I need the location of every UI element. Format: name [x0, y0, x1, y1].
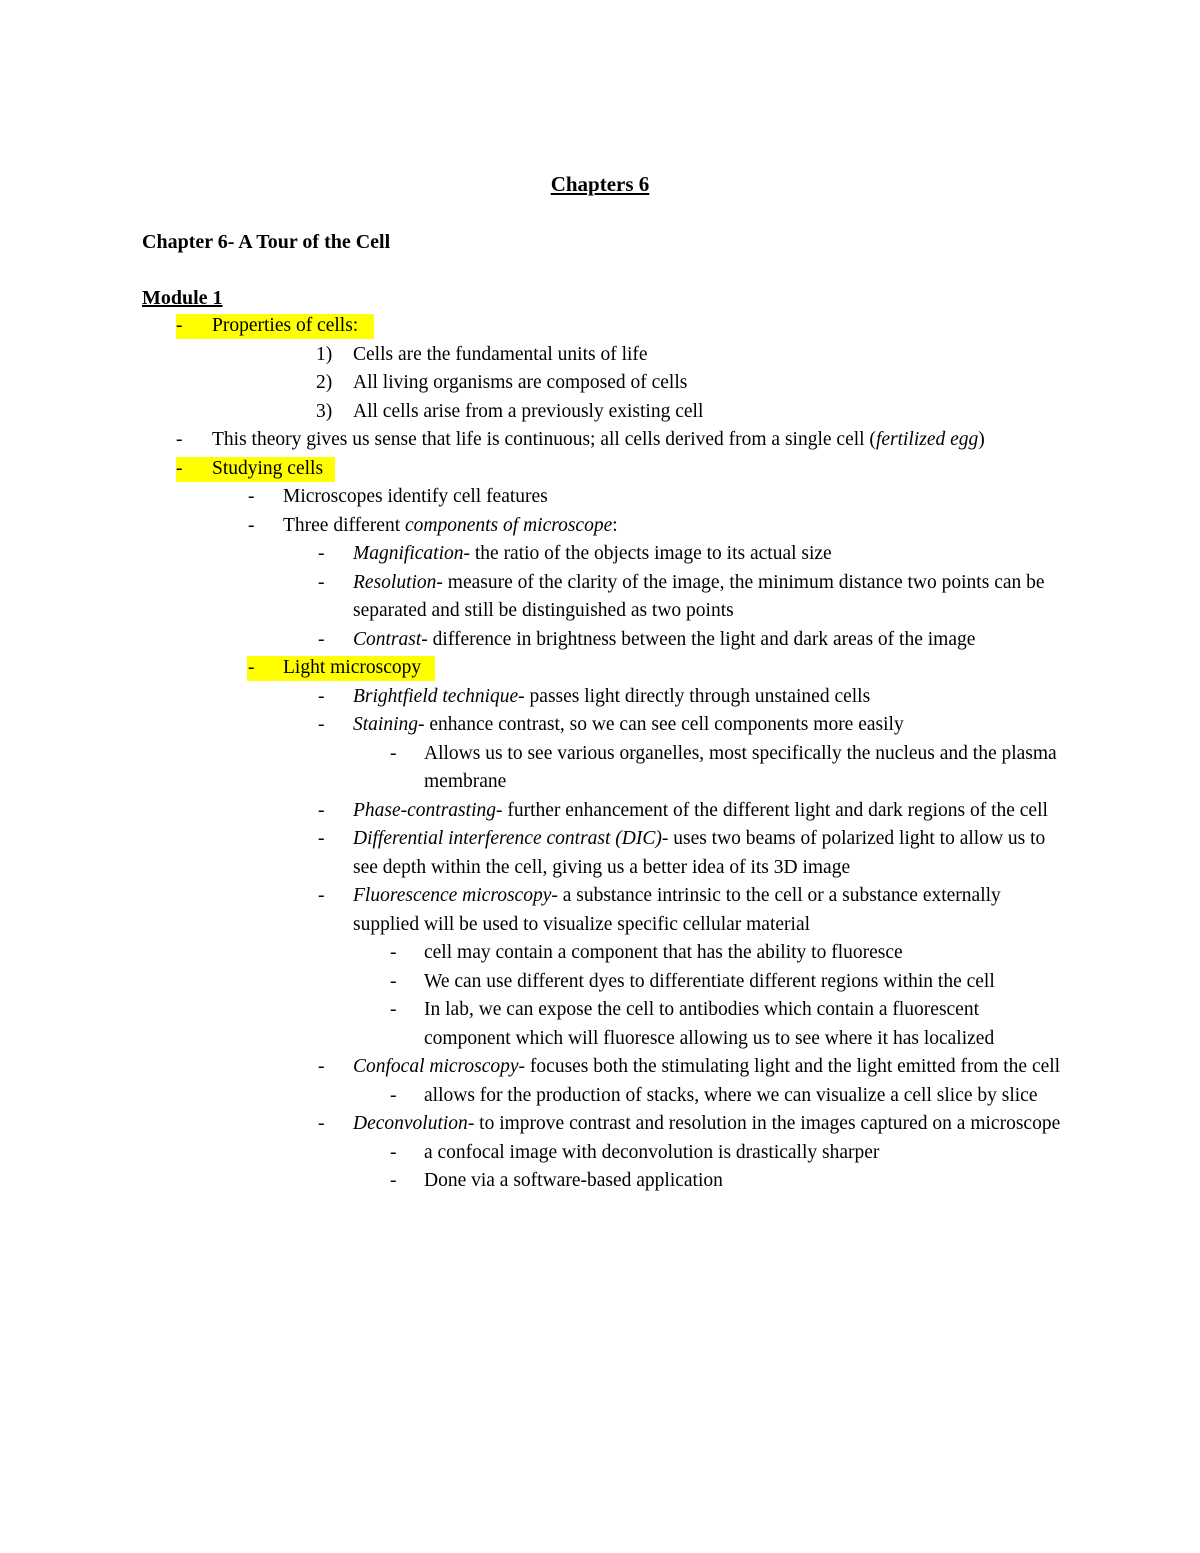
bullet-marker: 1) — [316, 343, 333, 365]
bullet-marker: - — [318, 685, 325, 707]
outline-item — [0, 683, 1200, 712]
bullet-marker: - — [390, 742, 397, 764]
item-text: All cells arise from a previously existing cell — [353, 400, 704, 422]
item-text: - further enhancement of the different light and dark regions of the cell — [495, 799, 1048, 821]
page-title-text: Chapters 6 — [550, 172, 650, 196]
item-text: cell may contain a component that has the ability to fluoresce — [424, 942, 903, 963]
bullet-marker: - — [176, 315, 183, 336]
italic-phrase: fertilized egg — [875, 429, 979, 450]
term: Deconvolution — [353, 1113, 468, 1134]
bullet-marker: - — [318, 885, 325, 906]
outline-item-text — [283, 512, 1063, 541]
outline-item — [0, 882, 1200, 939]
outline-item-text — [353, 1053, 1065, 1082]
item-text: We can use different dyes to differentiate different regions within the cell — [424, 970, 995, 992]
item-text: In lab, we can expose the cell to antibodies which contain a fluorescent component which will fluoresce allowing us to see where it has localized — [424, 999, 995, 1049]
term: Contrast — [353, 628, 422, 650]
italic-phrase: components of microscope — [405, 514, 613, 536]
outline-item — [0, 540, 1200, 569]
item-text: - the ratio of the objects image to its actual size — [463, 543, 832, 564]
bullet-marker: - — [318, 543, 325, 564]
bullet-marker: - — [318, 828, 325, 849]
outline-item-text — [353, 825, 1065, 882]
bullet-marker: - — [248, 514, 255, 536]
outline-item-text — [424, 740, 1064, 797]
item-text: - to improve contrast and resolution in the images captured on a microscope — [467, 1113, 1061, 1134]
item-text: a confocal image with deconvolution is drastically sharper — [424, 1141, 880, 1163]
bullet-marker: - — [318, 799, 325, 821]
item-text: - focuses both the stimulating light and the light emitted from the cell — [518, 1056, 1061, 1077]
outline-item — [0, 740, 1200, 797]
bullet-marker: - — [390, 942, 397, 963]
term: Magnification — [353, 543, 464, 564]
outline-item — [0, 569, 1200, 626]
outline-item — [0, 341, 1200, 370]
item-text: - enhance contrast, so we can see cell components more easily — [418, 714, 904, 735]
bullet-marker: - — [390, 970, 397, 992]
outline-item — [0, 797, 1200, 826]
item-text: All living organisms are composed of cells — [353, 372, 688, 393]
item-text: Cells are the fundamental units of life — [353, 343, 648, 365]
page-title — [0, 170, 1200, 198]
outline-item — [0, 1139, 1200, 1168]
outline-item — [0, 483, 1200, 512]
bullet-marker: - — [318, 1056, 325, 1077]
outline-item — [0, 968, 1200, 997]
outline-item — [0, 512, 1200, 541]
term: Staining — [353, 714, 419, 735]
item-text: This theory gives us sense that life is continuous; all cells derived from a single cell ( — [212, 429, 876, 450]
outline-item-text — [424, 968, 1064, 997]
bullet-marker: 2) — [316, 372, 333, 393]
outline-item-text — [212, 455, 1062, 484]
bullet-marker: - — [390, 1084, 397, 1106]
item-text: - difference in brightness between the light and dark areas of the image — [421, 628, 976, 650]
term: Phase-contrasting — [353, 799, 496, 821]
outline-item-text — [212, 426, 1062, 455]
bullet-marker: - — [390, 999, 397, 1020]
outline-item — [0, 426, 1200, 455]
outline-item — [0, 711, 1200, 740]
outline-item — [0, 1167, 1200, 1196]
outline-item-text — [424, 1082, 1064, 1111]
outline-item-text — [353, 1110, 1065, 1139]
outline-item — [0, 996, 1200, 1053]
outline-item-text — [353, 711, 1065, 740]
item-text: Three different — [283, 514, 405, 536]
outline-item-text — [353, 369, 1200, 398]
outline-item — [0, 312, 1200, 341]
bullet-marker: - — [318, 571, 325, 593]
bullet-marker: - — [176, 457, 183, 479]
outline-item — [0, 825, 1200, 882]
outline-item — [0, 398, 1200, 427]
bullet-marker: - — [318, 628, 325, 650]
bullet-marker: - — [390, 1170, 397, 1191]
outline-item-text — [353, 398, 1200, 427]
bullet-marker: - — [248, 657, 255, 678]
term: Fluorescence microscopy — [353, 885, 552, 906]
outline-item-text — [353, 540, 1065, 569]
item-text: - uses two beams of polarized light to allow us to see depth within the cell, giving us a better idea of its 3D image — [353, 828, 1046, 878]
outline-item-text — [353, 626, 1065, 655]
item-text: Allows us to see various organelles, most specifically the nucleus and the plasma membrane — [424, 742, 1057, 792]
item-text: Properties of cells: — [212, 315, 359, 336]
outline-item-text — [283, 654, 1063, 683]
bullet-marker: - — [318, 1113, 325, 1134]
item-text-suffix: : — [612, 514, 618, 536]
outline-item-text — [353, 341, 1200, 370]
outline-item-text — [424, 1139, 1064, 1168]
outline-item-text — [353, 683, 1065, 712]
term: Resolution — [353, 571, 437, 593]
outline-item-text — [424, 939, 1064, 968]
module-heading: Module 1 — [142, 287, 223, 309]
chapter-heading: Chapter 6- A Tour of the Cell — [142, 231, 391, 253]
term: Differential interference contrast (DIC) — [353, 828, 662, 849]
item-text-suffix: ) — [978, 429, 985, 450]
outline-item-text — [353, 797, 1065, 826]
outline-item — [0, 654, 1200, 683]
outline-item — [0, 1110, 1200, 1139]
term: Confocal microscopy — [353, 1056, 519, 1077]
bullet-marker: - — [390, 1141, 397, 1163]
item-text: - measure of the clarity of the image, the minimum distance two points can be separated and still be distinguished as two points — [353, 571, 1045, 621]
item-text: - passes light directly through unstained cells — [518, 685, 871, 707]
item-text: Light microscopy — [283, 657, 422, 678]
notes-list — [0, 312, 1200, 1196]
outline-item-text — [212, 312, 1062, 341]
item-text: Done via a software-based application — [424, 1170, 723, 1191]
bullet-marker: - — [176, 429, 183, 450]
outline-item — [0, 626, 1200, 655]
outline-item-text — [283, 483, 1063, 512]
bullet-marker: 3) — [316, 400, 333, 422]
outline-item — [0, 1053, 1200, 1082]
outline-item-text — [353, 882, 1065, 939]
item-text: allows for the production of stacks, where we can visualize a cell slice by slice — [424, 1084, 1038, 1106]
outline-item-text — [424, 996, 1064, 1053]
item-text: Microscopes identify cell features — [283, 486, 548, 507]
outline-item-text — [353, 569, 1065, 626]
outline-item — [0, 369, 1200, 398]
bullet-marker: - — [318, 714, 325, 735]
outline-item — [0, 939, 1200, 968]
item-text: Studying cells — [212, 457, 324, 479]
outline-item — [0, 455, 1200, 484]
item-text: - a substance intrinsic to the cell or a substance externally supplied will be used to visualize specific cellular material — [353, 885, 1001, 935]
term: Brightfield technique — [353, 685, 519, 707]
outline-item-text — [424, 1167, 1064, 1196]
bullet-marker: - — [248, 486, 255, 507]
outline-item — [0, 1082, 1200, 1111]
